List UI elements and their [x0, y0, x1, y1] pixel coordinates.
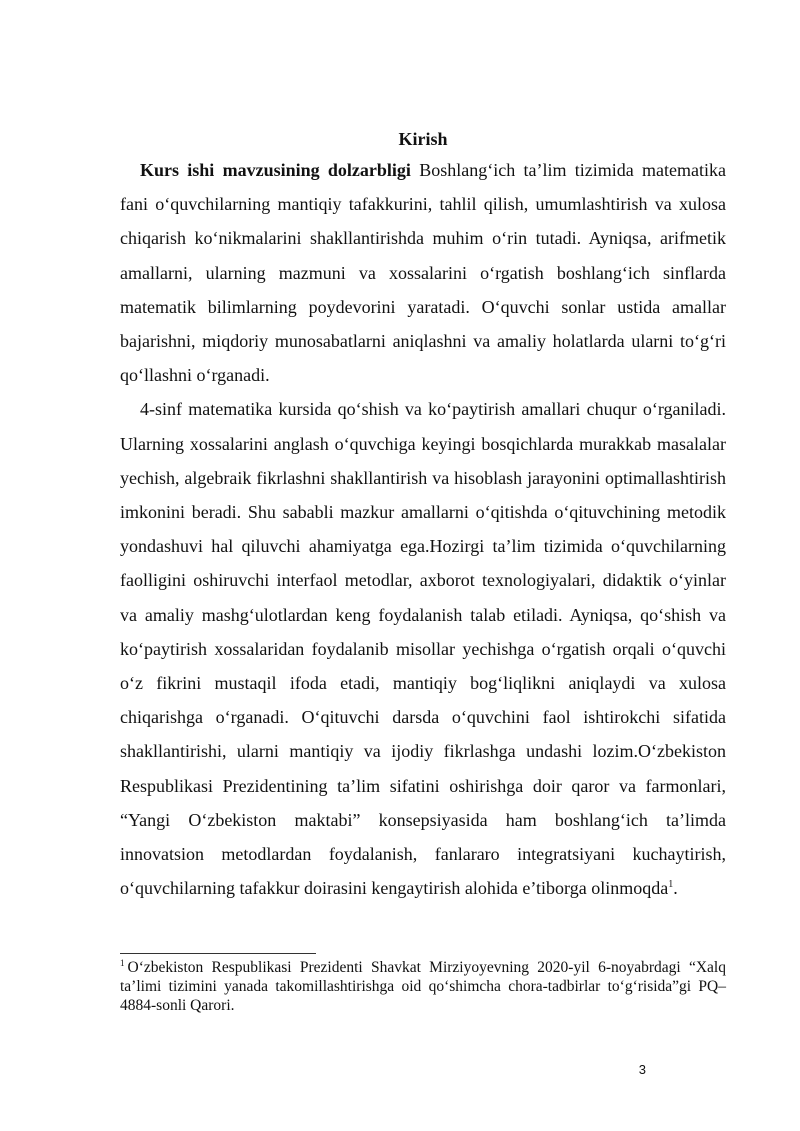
- footnote: [120, 958, 726, 1015]
- paragraph-end: .: [673, 878, 678, 899]
- paragraph-text: 4-sinf matematika kursida qo‘shish va ko‘paytirish amallari chuqur o‘rganiladi. Ularning xossalarini anglash o‘quvchiga keyingi bosqichlarda murakkab masalalar yechish, algebraik fikrlashni shakllantirish va hisoblash jarayonini optimallashtirish imkonini beradi. Shu sababli mazkur amallarni o‘qitishda o‘qituvchining metodik yondashuvi hal qiluvchi ahamiyatga ega.Hozirgi ta’lim tizimida o‘quvchilarning faolligini oshiruvchi interfaol metodlar, axborot texnologiyalari, didaktik o‘yinlar va amaliy mashg‘ulotlardan keng foydalanish talab etiladi. Ayniqsa, qo‘shish va ko‘paytirish xossalaridan foydalanib misollar yechishga o‘rgatish orqali o‘quvchi o‘z fikrini mustaqil ifoda etadi, mantiqiy bog‘liqlikni aniqlaydi va xulosa chiqarishga o‘rganadi. O‘qituvchi darsda o‘quvchini faol ishtirokchi sifatida shakllantirishi, ularni mantiqiy va ijodiy fikrlashga undashi lozim.O‘zbekiston Respublikasi Prezidentining ta’lim sifatini oshirishga doir qaror va farmonlari, “Yangi O‘zbekiston maktabi” konsepsiyasida ham boshlang‘ich ta’limda innovatsion metodlardan foydalanish, fanlararo integratsiyani kuchaytirish, o‘quvchilarning tafakkur doirasini kengaytirish alohida e’tiborga olinmoqda: [120, 399, 726, 899]
- footnote-reference[interactable]: 1: [668, 879, 674, 891]
- footnote-mark: 1: [120, 957, 125, 968]
- footnote-text: O‘zbekiston Respublikasi Prezidenti Shavkat Mirziyoyevning 2020-yil 6-noyabrdagi “Xalq ta’limi tizimini yanada takomillashtirishga oid qo‘shimcha chora-tadbirlar to‘g‘risida”gi PQ–4884-sonli Qarori.: [120, 959, 726, 1014]
- paragraph-relevance: [120, 153, 726, 392]
- page-title: Kirish: [398, 129, 448, 149]
- page-number: 3: [638, 1062, 646, 1077]
- paragraph-grade4: [120, 392, 726, 905]
- paragraph-lead: Kurs ishi mavzusining dolzarbligi: [140, 160, 411, 180]
- paragraph-text: Boshlang‘ich ta’lim tizimida matematika fani o‘quvchilarning mantiqiy tafakkurini, tahlil qilish, umumlashtirish va xulosa chiqarish ko‘nikmalarini shakllantirishda muhim o‘rin tutadi. Ayniqsa, arifmetik amallarni, ularning mazmuni va xossalarini o‘rgatish boshlang‘ich sinflarda matematik bilimlarning poydevorini yaratadi. O‘quvchi sonlar ustida amallar bajarishni, miqdoriy munosabatlarni aniqlashni va amaliy holatlarda ularni to‘g‘ri qo‘llashni o‘rganadi.: [120, 160, 726, 386]
- footnote-divider: [120, 953, 316, 954]
- body-text: [120, 153, 726, 905]
